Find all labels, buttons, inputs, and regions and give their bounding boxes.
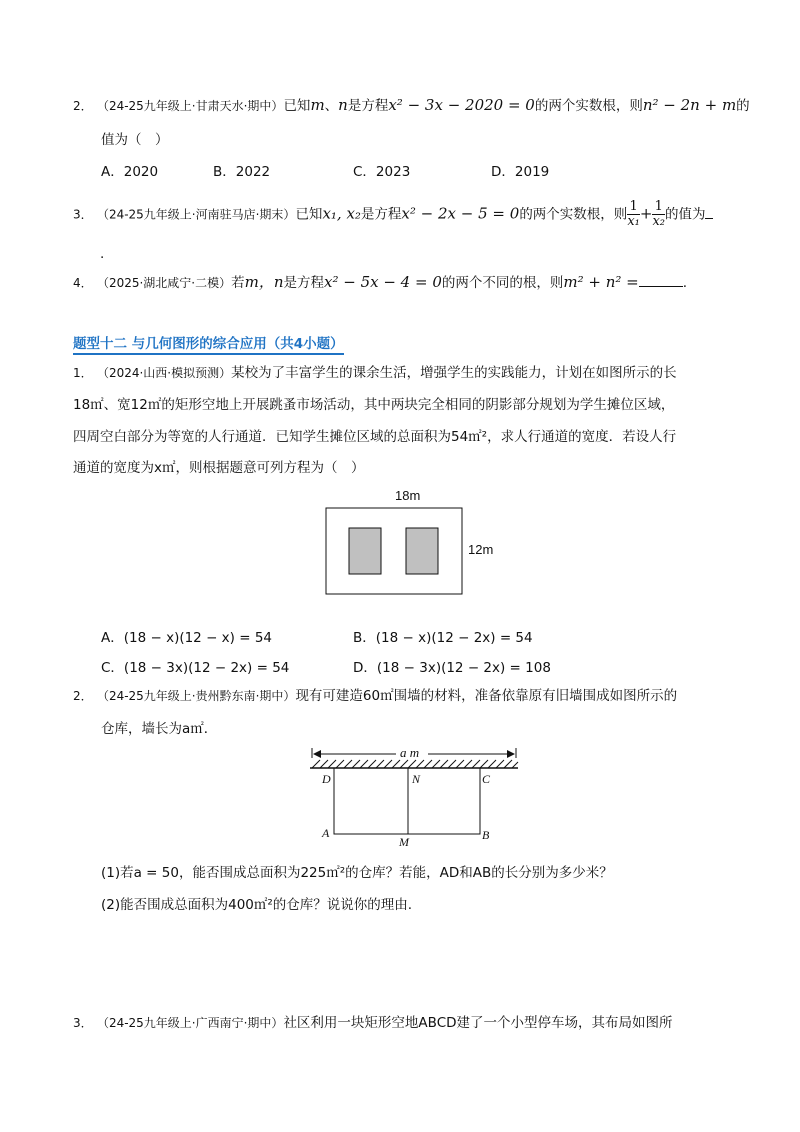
- expression: n² − 2n + m: [642, 96, 737, 114]
- question-text: 的值为: [664, 206, 706, 223]
- option-a[interactable]: A．2020: [101, 164, 159, 180]
- question-text: 、: [324, 98, 339, 114]
- question-text: 若: [231, 275, 245, 291]
- question-text: 是方程: [347, 98, 389, 114]
- shaded-area-right: [406, 528, 438, 574]
- question-4: [73, 272, 687, 293]
- question-text: 的两个实数根，则: [519, 206, 628, 223]
- question-text: 现有可建造60㎡围墙的材料，准备依靠原有旧墙围成如图所示的: [295, 688, 678, 704]
- question-text: 是方程: [360, 206, 402, 223]
- equation: x² − 3x − 2020 = 0: [388, 96, 535, 114]
- question-text: 某校为了丰富学生的课余生活，增强学生的实践能力，计划在如图所示的长: [231, 365, 677, 381]
- label-a: A: [322, 826, 330, 840]
- question-text: .: [682, 275, 688, 291]
- question-source: （24-25九年级上·河南驻马店·期末）: [96, 207, 296, 222]
- question-source: （24-25九年级上·甘肃天水·期中）: [96, 99, 284, 113]
- option-b[interactable]: B．2022: [213, 164, 271, 180]
- math-var: x₁, x₂: [322, 204, 361, 223]
- option-b[interactable]: B．(18 − x)(12 − 2x) = 54: [353, 630, 533, 646]
- question-text: 已知: [283, 98, 311, 114]
- problem-1-line3: 四周空白部分为等宽的人行通道．已知学生摊位区域的总面积为54㎡²，求人行通道的宽度．若设人行: [73, 429, 677, 445]
- question-text: 的: [736, 98, 750, 114]
- question-number: 4．: [73, 276, 93, 290]
- rectangle-figure: [320, 488, 510, 598]
- warehouse-outline: [334, 768, 480, 834]
- wall-hatching: [312, 760, 518, 768]
- sub-question-2: (2)能否围成总面积为400㎡²的仓库？说说你的理由.: [101, 897, 413, 913]
- question-text: 已知: [295, 206, 323, 223]
- question-2-line2: 值为（ ）: [101, 132, 169, 148]
- question-3-dot: .: [100, 246, 105, 262]
- answer-blank[interactable]: [705, 206, 713, 219]
- question-source: （2024·山西·模拟预测）: [96, 366, 232, 380]
- question-text: 的两个不同的根，则: [441, 275, 564, 291]
- question-text: 是方程: [283, 275, 324, 291]
- option-d[interactable]: D．(18 − 3x)(12 − 2x) = 108: [353, 660, 551, 676]
- plus-sign: +: [639, 204, 653, 223]
- problem-1-line1: [73, 363, 677, 383]
- question-number: 3．: [73, 1016, 93, 1030]
- section-heading: 题型十二 与几何图形的综合应用（共4小题）: [73, 332, 344, 355]
- option-c[interactable]: C．(18 − 3x)(12 − 2x) = 54: [101, 660, 290, 676]
- fraction: $\frac{1}{\text{x₂}}$: [652, 199, 665, 229]
- expression: m² + n² =: [563, 273, 639, 291]
- shaded-area-left: [349, 528, 381, 574]
- label-n: N: [412, 772, 421, 786]
- answer-blank[interactable]: [639, 274, 683, 287]
- sub-question-1: (1)若a = 50，能否围成总面积为225㎡²的仓库？若能，AD和AB的长分别为多少米？: [101, 865, 613, 881]
- question-source: （2025·湖北咸宁·二模）: [96, 276, 232, 290]
- problem-1-line2: 18㎡、宽12㎡的矩形空地上开展跳蚤市场活动，其中两块完全相同的阴影部分规划为学生摊位区域，: [73, 397, 675, 413]
- label-m: M: [399, 835, 409, 848]
- question-3: [73, 200, 713, 229]
- question-source: （24-25九年级上·贵州黔东南·期中）: [96, 689, 296, 703]
- fraction: $\frac{1}{\text{x₁}}$: [627, 199, 640, 229]
- warehouse-figure: [300, 742, 530, 848]
- label-d: D: [322, 772, 331, 786]
- question-number: 2．: [73, 99, 93, 113]
- question-text: 社区利用一块矩形空地ABCD建了一个小型停车场，其布局如图所: [283, 1015, 673, 1031]
- equation: x² − 2x − 5 = 0: [401, 204, 520, 223]
- question-number: 3．: [73, 207, 93, 222]
- option-c[interactable]: C．2023: [353, 164, 411, 180]
- problem-2-line1: [73, 686, 677, 706]
- math-var: n: [338, 96, 348, 114]
- figure-label-top: 18m: [395, 488, 421, 503]
- question-source: （24-25九年级上·广西南宁·期中）: [96, 1016, 284, 1030]
- figure-label-right: 12m: [468, 542, 494, 557]
- equation: x² − 5x − 4 = 0: [324, 273, 442, 291]
- question-2: [73, 95, 750, 116]
- option-d[interactable]: D．2019: [491, 164, 550, 180]
- question-number: 1．: [73, 366, 93, 380]
- problem-1-line4: 通道的宽度为x㎡，则根据题意可列方程为（ ）: [73, 460, 365, 476]
- question-text: 的两个实数根，则: [534, 98, 643, 114]
- math-var: m，n: [244, 273, 284, 291]
- outer-rectangle: [326, 508, 462, 594]
- problem-2-line2: 仓库，墙长为a㎡．: [101, 721, 218, 737]
- option-a[interactable]: A．(18 − x)(12 − x) = 54: [101, 630, 272, 646]
- label-c: C: [482, 772, 491, 786]
- problem-3-line1: [73, 1013, 673, 1033]
- math-var: m: [310, 96, 325, 114]
- figure-label-top: a m: [400, 745, 420, 760]
- label-b: B: [482, 828, 490, 842]
- question-number: 2．: [73, 689, 93, 703]
